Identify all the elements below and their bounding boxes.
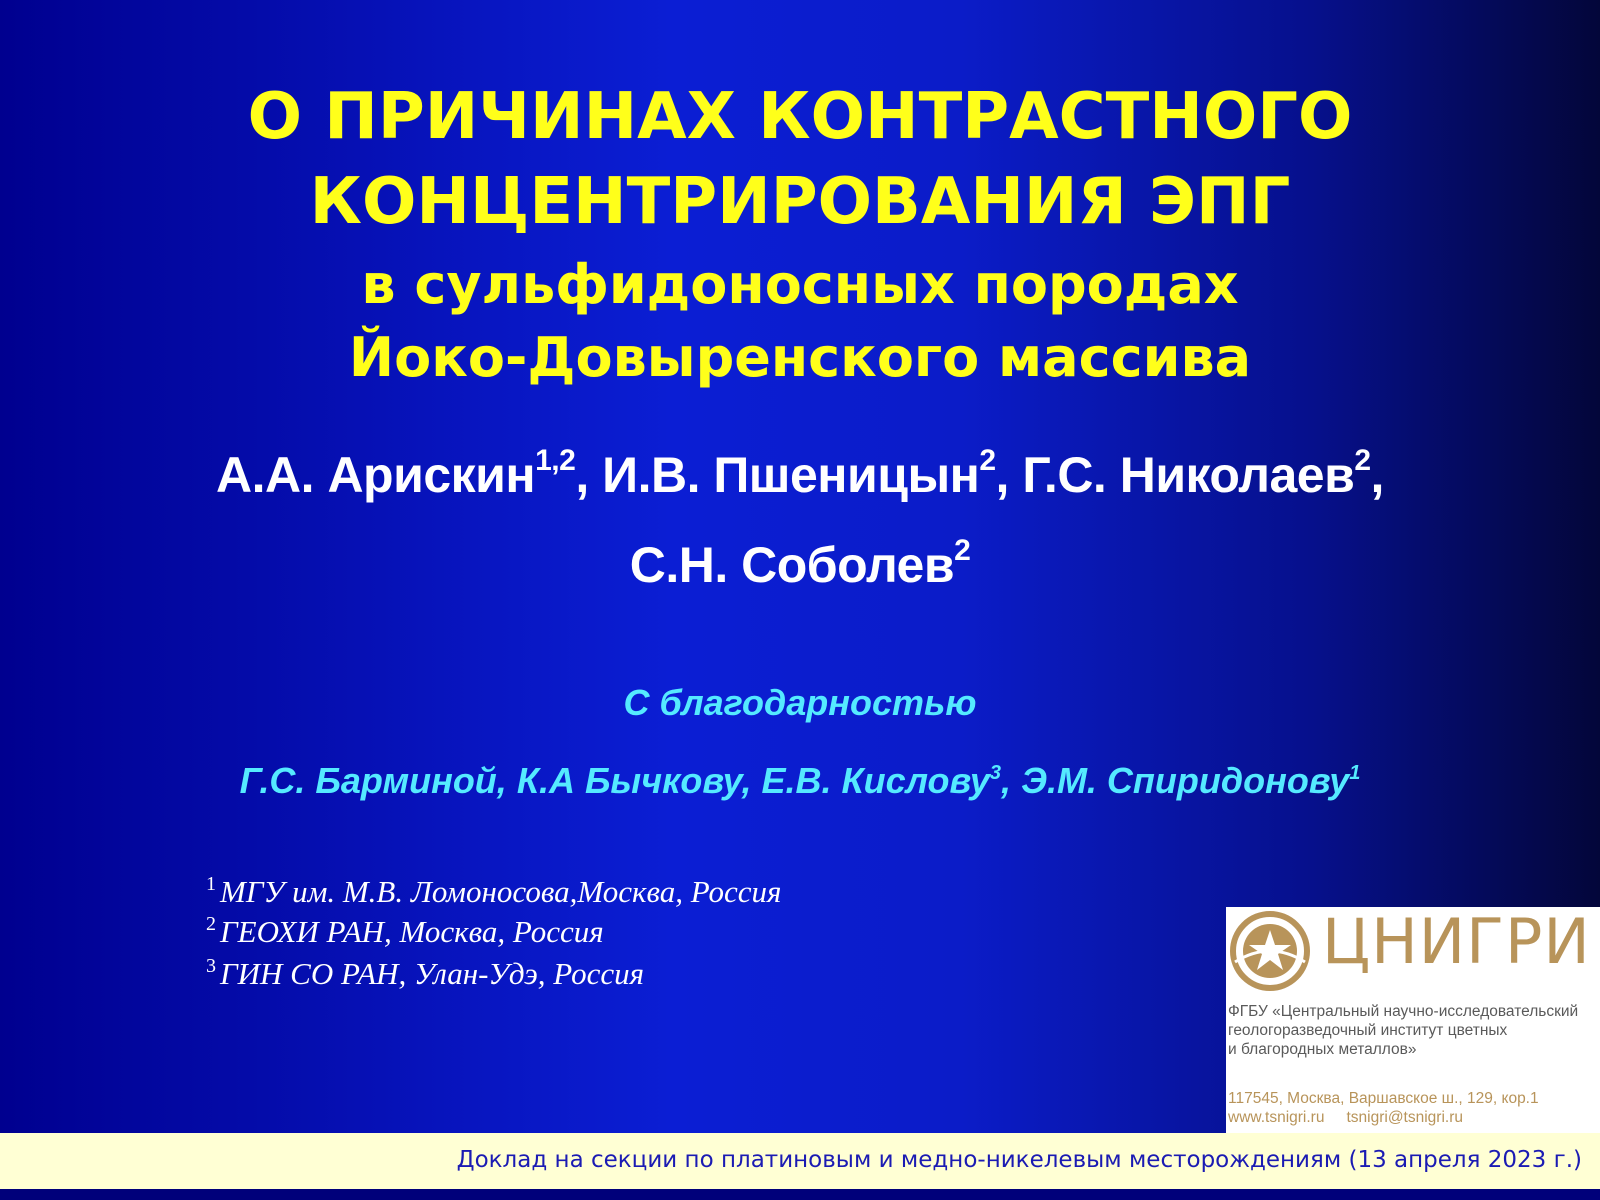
acknowledged-separator: , <box>741 760 762 801</box>
logo-contacts <box>1228 1089 1539 1127</box>
footer-band <box>0 1133 1600 1189</box>
acknowledged-name: Г.С. Барминой <box>239 760 497 801</box>
acknowledged-name: К.А Бычкову <box>516 760 742 801</box>
author-name: Г.С. Николаев <box>1022 447 1355 503</box>
title-line-4: Йоко-Довыренского массива <box>348 326 1252 389</box>
affiliation-text: ГЕОХИ РАН, Москва, Россия <box>220 914 604 949</box>
author-affiliation-mark: 2 <box>979 444 996 477</box>
affiliation-text: МГУ им. М.В. Ломоносова,Москва, Россия <box>220 874 782 909</box>
logo-email-link[interactable]: tsnigri@tsnigri.ru <box>1346 1109 1463 1126</box>
author-affiliation-mark: 1,2 <box>535 444 576 477</box>
affiliation-number: 3 <box>206 955 216 977</box>
title-line-1: О ПРИЧИНАХ КОНТРАСТНОГО <box>247 80 1353 154</box>
acknowledgements-heading: С благодарностью <box>623 682 977 723</box>
footer-text: Доклад на секции по платиновым и медно-никелевым месторождениям (13 апреля 2023 г.) <box>456 1147 1582 1173</box>
logo-wordmark: ЦНИГРИ <box>1322 907 1591 978</box>
affiliation-number: 2 <box>206 913 216 935</box>
affiliation-1 <box>206 874 781 910</box>
star-emblem-icon <box>1229 910 1311 992</box>
affiliation-3 <box>206 956 644 992</box>
title-line-3: в сульфидоносных породах <box>361 253 1239 316</box>
acknowledged-affiliation-mark: 1 <box>1349 762 1361 784</box>
author-name: А.А. Арискин <box>216 447 536 503</box>
author-name: И.В. Пшеницын <box>602 447 980 503</box>
author-separator: , <box>1370 447 1384 503</box>
logo-address: 117545, Москва, Варшавское ш., 129, кор.1 <box>1228 1090 1539 1107</box>
author-affiliation-mark: 2 <box>954 534 971 567</box>
logo-description-line: геологоразведочный институт цветных <box>1228 1022 1508 1039</box>
acknowledged-separator: , <box>1001 760 1022 801</box>
affiliation-text: ГИН СО РАН, Улан-Удэ, Россия <box>220 956 645 991</box>
acknowledged-separator: , <box>496 760 517 801</box>
logo-website-link[interactable]: www.tsnigri.ru <box>1228 1109 1325 1126</box>
author-affiliation-mark: 2 <box>1354 444 1371 477</box>
author-name: С.Н. Соболев <box>629 537 955 593</box>
acknowledged-affiliation-mark: 3 <box>989 762 1002 784</box>
authors-line-1 <box>0 446 1600 504</box>
acknowledgements-names <box>0 760 1600 802</box>
author-separator: , <box>995 447 1023 503</box>
author-separator: , <box>575 447 603 503</box>
acknowledged-name: Э.М. Спиридонову <box>1021 760 1350 801</box>
logo-description-line: ФГБУ «Центральный научно-исследовательский <box>1228 1003 1579 1020</box>
logo-description <box>1228 1002 1600 1059</box>
affiliation-2 <box>206 914 604 950</box>
authors-line-2 <box>0 536 1600 594</box>
logo-description-line: и благородных металлов» <box>1228 1041 1417 1058</box>
title-line-2: КОНЦЕНТРИРОВАНИЯ ЭПГ <box>309 165 1291 239</box>
bottom-strip <box>0 1189 1600 1200</box>
affiliation-number: 1 <box>206 873 216 895</box>
tsnigri-logo-panel <box>1226 907 1600 1133</box>
acknowledged-name: Е.В. Кислову <box>761 760 990 801</box>
